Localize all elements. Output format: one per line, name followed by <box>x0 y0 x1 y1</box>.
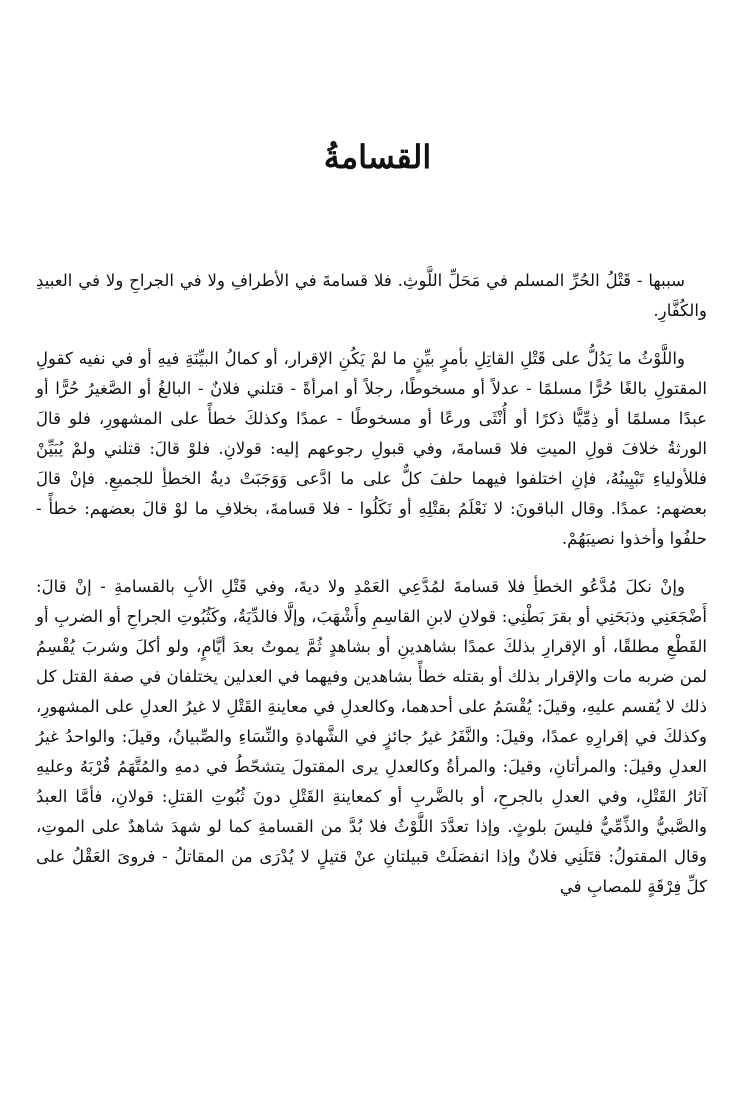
page-body <box>36 266 707 902</box>
paragraph: وإنْ نكلَ مُدَّعُو الخطأِ فلا قسامةَ لمُدَّعِي العَمْدِ ولا ديةَ، وفي قَتْلِ الأبِ بالقسامةِ - إنْ قالَ: أَضْجَعَنِي وذبَحَنِي أو بقرَ بَطْنِي: قولانِ لابنِ القاسِمِ وأَشْهَبَ، وإلَّا فالدِّيَةُ، وكَثُبُوتِ الجراحِ أو الضربِ أو القَطْعِ مطلقًا، أو الإقرارِ بذلكَ عمدًا بشاهدينِ أو بشاهدٍ ثُمَّ يموتُ بعدَ أيَّامٍ، ولو أكلَ وشربَ يُقْسِمُ لمن ضربه مات والإقرار بذلك أو بقتله خطأً بشاهدين وفيهما في العدلين يختلفان في صفة القتل كل ذلك لا يُقسم عليهِ، وقيلَ: يُقْسَمُ على أحدهما، وكالعدلِ في معاينةِ القَتْلِ لا غيرُ العدلِ على المشهورِ، وكذلكَ في إقرارِهِ عمدًا، وقيلَ: والنَّفَرُ غيرُ جائزٍ في الشَّهادةِ والنِّسَاءِ والصِّبيانُ، وقيلَ: والواحدُ غيرُ العدلِ وقيلَ: والمرأتانِ، وقيلَ: والمرأةُ وكالعدلِ يرى المقتولَ يتشحّطُ في دمهِ والمُتَّهَمُ قُرْبَهُ وعليهِ آثارُ القَتْلِ، وفي العدلِ بالجرحِ، أو بالضَّربِ أو كمعاينةِ القَتْلِ دونَ ثُبُوتِ القتلِ: قولانِ، فأمَّا العبدُ والصَّبيُّ والذِّمِّيُّ فليسَ بلوثٍ. وإذا تعدَّدَ اللَّوْثُ فلا بُدَّ من القسامةِ كما لو شهدَ شاهدٌ على الموتِ، وقال المقتولُ: قتَلَنِي فلانٌ وإذا انفصَلَتْ قبيلتانِ عنْ قتيلٍ لا يُدْرَى من المقاتلُ - فروىَ العَقْلُ على كلِّ فِرْقَةٍ للمصابِ في <box>36 577 707 896</box>
paragraph: سببها - قَتْلُ الحُرِّ المسلم في مَحَلِّ اللَّوثِ. فلا قسامةَ في الأطرافِ ولا في الجراحِ ولا في العبيدِ والكُفَّارِ. <box>36 271 707 320</box>
paragraph: واللَّوْثُ ما يَدُلُّ على قَتْلِ القاتِلِ بأمرٍ بيِّنٍ ما لمْ يَكُنِ الإقرار، أو كمالُ البيِّنَةِ فيهِ أو في نفيه كقولِ المقتولِ بالغًا حُرًّا مسلمًا - عدلاً أو مسخوطًا، رجلاً أو امرأةً - قتلني فلانٌ - البالغُ أو الصَّغيرُ حُرًّا أو عبدًا مسلمًا أو ذِمِّيًّا ذكرًا أو أُنْثَى ورعًا أو مسخوطًا - عمدًا وكذلكَ خطأً على المشهورِ، فلو قالَ الورثةُ خلافَ قولِ الميتِ فلا قسامةَ، وفي قبولِ رجوعهم إليه: قولانِ. فلوْ قالَ: قتلني ولمْ يُبَيِّنْ فللأولياءِ تَبْيِينُهُ، فإنِ اختلفوا فيهما حلفَ كلٌّ على ما ادَّعى وَوَجَبَتْ ديةُ الخطأِ للجميعِ. فإنْ قالَ بعضهم: عمدًا. وقال الباقونَ: لا نَعْلَمُ بقتْلِهِ أو نَكَلُوا - فلا قسامةَ، بخلافِ ما لوْ قالَ بعضهم: خطأً - حلفُوا وأخذوا نصيبَهُمْ. <box>36 349 707 548</box>
chapter-title: القسامةُ <box>323 138 432 176</box>
